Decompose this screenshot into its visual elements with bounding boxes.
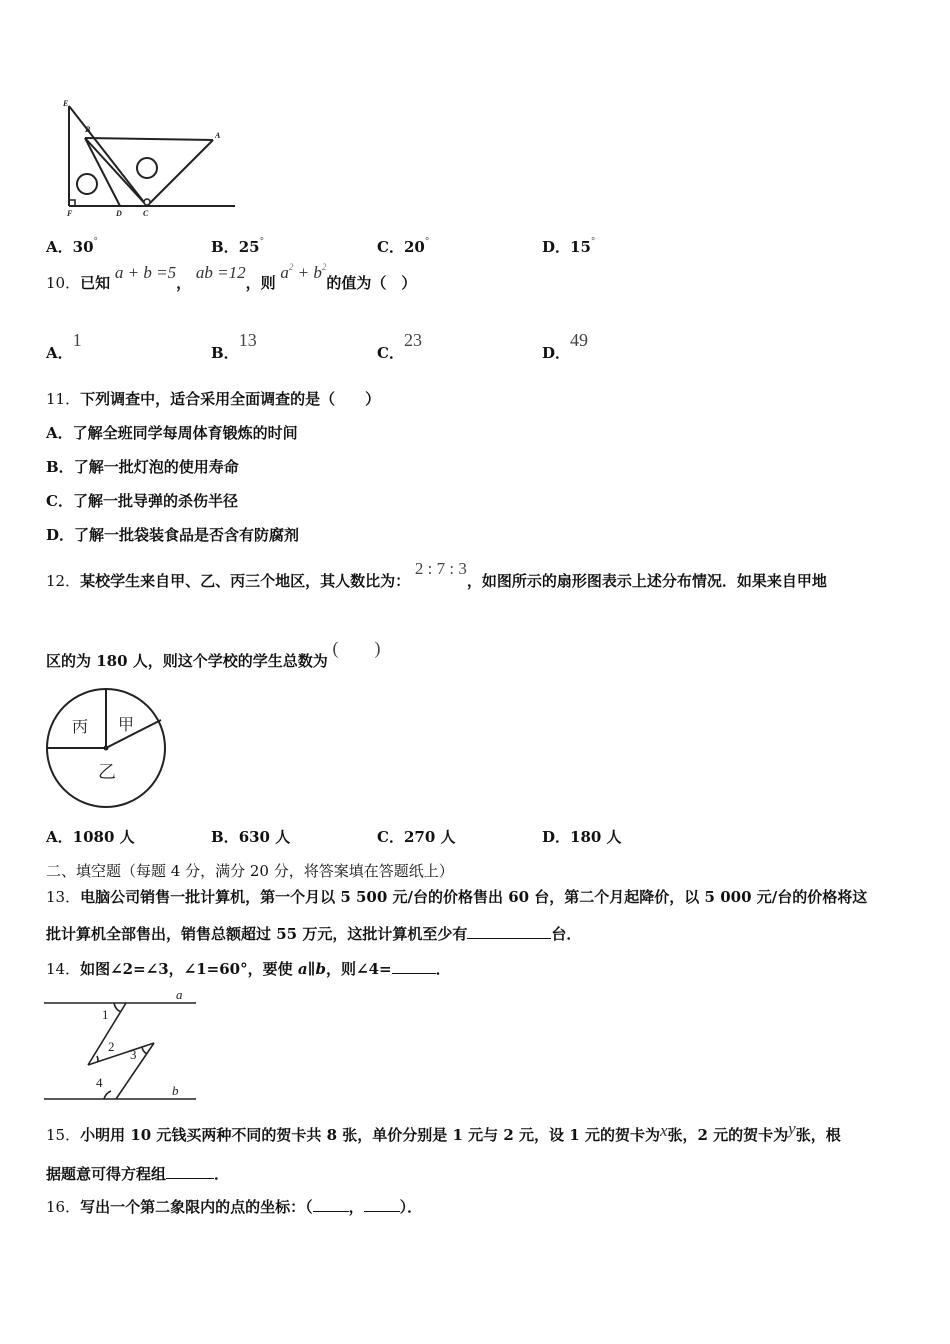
q15-number: 15． (46, 1126, 81, 1144)
q14-number: 14． (46, 960, 81, 978)
q11-option-c: C．了解一批导弹的杀伤半径 (46, 492, 238, 510)
q15-var-x: x (659, 1121, 668, 1140)
q14-answer-blank[interactable] (392, 959, 436, 974)
q11-option-d: D．了解一批袋装食品是否含有防腐剂 (46, 526, 300, 544)
q13-line1: 13．电脑公司销售一批计算机，第一个月以 5 500 元/台的价格售出 60 台，第二个月起降价，以 5 000 元/台的价格将这 (46, 888, 868, 906)
q10-expr1: a + b =5 (114, 263, 177, 282)
q16-number: 16． (46, 1198, 81, 1216)
q14-stem: 14．如图∠2=∠3，∠1=60°，要使 a∥b，则∠4= ． (46, 960, 451, 978)
q9-label-F: F (67, 209, 73, 218)
q13-answer-blank[interactable] (467, 924, 551, 939)
q10-option-a: A．1 (46, 330, 82, 362)
q12-paren: ( ) (332, 638, 381, 658)
q11-number: 11． (46, 390, 81, 408)
q9-option-d: D．15° (542, 237, 596, 256)
section2-title: 二、填空题（每题 4 分，满分 20 分，将答案填在答题纸上） (46, 862, 454, 880)
q14-label-4: 4 (96, 1075, 103, 1090)
q14-parallel-lines-figure (44, 985, 200, 1105)
q11-option-a: A．了解全班同学每周体育锻炼的时间 (46, 424, 298, 442)
q11-option-b: B．了解一批灯泡的使用寿命 (46, 458, 239, 476)
q9-label-D: D (116, 209, 122, 218)
q10-option-b: B．13 (211, 330, 257, 362)
q12-option-b: B．630 人 (211, 828, 291, 846)
q9-geometry-figure (55, 98, 240, 220)
q13-number: 13． (46, 888, 81, 906)
q12-pie-label-bing: 丙 (72, 719, 89, 736)
q12-ratio: 2 : 7 : 3 (414, 559, 467, 578)
q12-option-a: A．1080 人 (46, 828, 135, 846)
q9-label-B: B (85, 125, 91, 134)
q12-pie-chart (44, 686, 170, 812)
q10-stem: 10．已知 a + b =5， ab =12，则 $a^2 + b^2$的值为（ ） (46, 262, 417, 292)
q14-label-1: 1 (102, 1007, 109, 1022)
q13-line2: 批计算机全部售出，销售总额超过 55 万元，这批计算机至少有 台． (46, 925, 582, 943)
q9-option-c: C．20° (377, 237, 430, 256)
q12-option-c: C．270 人 (377, 828, 456, 846)
q15-line2: 据题意可得方程组 ． (46, 1165, 230, 1183)
q14-label-3: 3 (130, 1047, 137, 1062)
q9-label-E: E (63, 99, 69, 108)
q11-stem: 11．下列调查中，适合采用全面调查的是（ ） (46, 390, 381, 408)
q10-number: 10． (46, 274, 81, 292)
q9-label-A: A (215, 131, 221, 140)
q12-pie-label-yi: 乙 (98, 762, 116, 782)
q10-expr3: $a^2 + b^2$ (280, 262, 327, 282)
q10-option-c: C．23 (377, 330, 422, 362)
q12-option-d: D．180 人 (542, 828, 622, 846)
q12-pie-label-jia: 甲 (118, 717, 135, 734)
q10-expr2: ab =12 (195, 263, 246, 282)
q15-line1: 15．小明用 10 元钱买两种不同的贺卡共 8 张，单价分别是 1 元与 2 元，设 1 元的贺卡为x张，2 元的贺卡为y张，根 (46, 1119, 841, 1144)
q12-stem-line2: 区的为 180 人，则这个学校的学生总数为 ( ) (46, 638, 381, 670)
q16-answer-blank-x[interactable] (313, 1197, 349, 1212)
q9-label-C: C (143, 209, 149, 218)
q14-label-2: 2 (108, 1039, 115, 1054)
q9-option-b: B．25° (211, 237, 265, 256)
q12-stem-line1: 12．某校学生来自甲、乙、丙三个地区，其人数比为： 2 : 7 : 3，如图所示的扇形图表示上述分布情况．如果来自甲地 (46, 559, 827, 590)
q14-label-b: b (172, 1083, 179, 1098)
q15-var-y: y (788, 1119, 796, 1138)
q12-number: 12． (46, 572, 81, 590)
q16-stem: 16．写出一个第二象限内的点的坐标：（ ， ）． (46, 1198, 423, 1216)
q10-option-d: D．49 (542, 330, 589, 362)
q9-option-a: A．30° (46, 237, 99, 256)
q14-label-a: a (176, 987, 183, 1002)
q15-answer-blank[interactable] (166, 1164, 214, 1179)
q16-answer-blank-y[interactable] (364, 1197, 400, 1212)
